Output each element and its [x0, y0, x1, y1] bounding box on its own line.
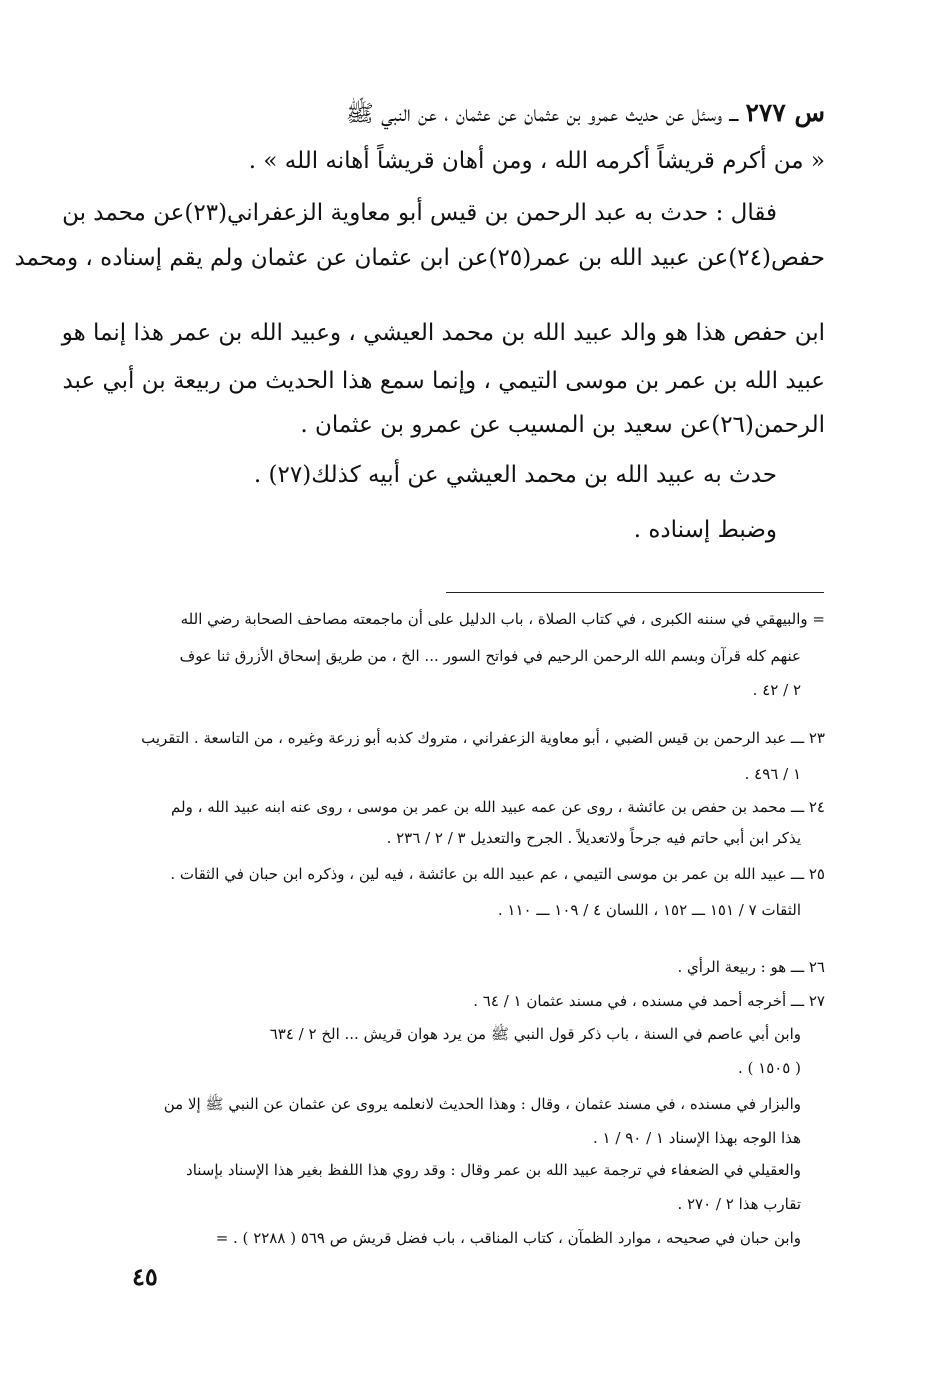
footnote-27-line-4: والبزار في مسنده ، في مسند عثمان ، وقال : وهذا الحديث لانعلمه يروى عن عثمان عن النبي ﷺ إلا من: [163, 1095, 801, 1113]
footnote-27-line-1: ٢٧ ـــ أخرجه أحمد في مسنده ، في مسند عثمان ١ / ٦٤ .: [473, 992, 825, 1010]
footnote-27-line-8: وابن حبان في صحيحه ، موارد الظمآن ، كتاب المناقب ، باب فضل قريش ص ٥٦٩ ( ٢٢٨٨ ) . =: [215, 1229, 801, 1247]
footnote-continued-line-1: = والبيهقي في سننه الكبرى ، في كتاب الصلاة ، باب الدليل على أن ماجمعته مصاحف الصحابة رضي الله: [180, 610, 825, 628]
footnote-26-line-1: ٢٦ ـــ هو : ربيعة الرأي .: [677, 958, 825, 976]
footnote-23-line-1: ٢٣ ـــ عبد الرحمن بن قيس الضبي ، أبو معاوية الزعفراني ، متروك كذبه أبو زرعة وغيره ، من التاسعة . التقريب: [141, 729, 825, 747]
footnote-24-line-1: ٢٤ ـــ محمد بن حفص بن عائشة ، روى عن عمه عبيد الله بن عمر بن موسى ، روى عنه ابنه عبيد الله ، ولم: [171, 798, 825, 816]
footnote-27-line-6: والعقيلي في الضعفاء في ترجمة عبيد الله بن عمر وقال : وقد روي هذا اللفظ بغير هذا الإسناد بإسناد: [186, 1161, 801, 1179]
footnote-23-line-2: ١ / ٤٩٦ .: [744, 765, 801, 783]
paragraph-line-1: ابن حفص هذا هو والد عبيد الله بن محمد العيشي ، وعبيد الله بن عمر هذا إنما هو: [61, 320, 825, 346]
question-line-1: [135, 98, 825, 129]
footnote-27-line-7: تقارب هذا ٢ / ٢٧٠ .: [677, 1195, 801, 1213]
footnote-continued-line-3: ٢ / ٤٢ .: [752, 681, 801, 699]
footnote-25-line-2: الثقات ٧ / ١٥١ ـــ ١٥٢ ، اللسان ٤ / ١٠٩ ـــ ١١٠ .: [497, 901, 801, 919]
footnote-25-line-1: ٢٥ ـــ عبيد الله بن عمر بن موسى التيمي ، عم عبيد الله بن عائشة ، فيه لين ، وذكره ابن حبان في الثقات .: [170, 865, 825, 883]
footnote-27-line-2: وابن أبي عاصم في السنة ، باب ذكر قول النبي ﷺ من يرد هوان قريش ... الخ ٢ / ٦٣٤: [269, 1025, 801, 1043]
answer-line-1: فقال : حدث به عبد الرحمن بن قيس أبو معاوية الزعفراني(٢٣)عن محمد بن: [62, 200, 777, 226]
question-line-2: « من أكرم قريشاً أكرمه الله ، ومن أهان قريشاً أهانه الله » .: [248, 148, 825, 174]
footnote-24-line-2: يذكر ابن أبي حاتم فيه جرحاً ولاتعديلاً . الجرح والتعديل ٣ / ٢ / ٢٣٦ .: [386, 829, 801, 847]
question-number: س ٢٧٧: [745, 98, 825, 127]
footnote-27-line-5: هذا الوجه بهذا الإسناد ١ / ٩٠ / ١ .: [592, 1129, 801, 1147]
closing-line: وضبط إسناده .: [633, 517, 777, 543]
paragraph-line-3: الرحمن(٢٦)عن سعيد بن المسيب عن عمرو بن عثمان .: [300, 412, 825, 438]
footnote-continued-line-2: عنهم كله قرآن وبسم الله الرحمن الرحيم في فواتح السور ... الخ ، من طريق إسحاق الأزرق ثنا عوف: [179, 647, 801, 665]
question-text: ـــ وسئل عن حديث عمرو بن عثمان عن عثمان ، عن النبي ﷺ: [345, 101, 746, 127]
paragraph-line-2: عبيد الله بن عمر بن موسى التيمي ، وإنما سمع هذا الحديث من ربيعة بن أبي عبد: [62, 368, 825, 394]
footnote-separator: [446, 592, 824, 593]
answer-line-2: حفص(٢٤)عن عبيد الله بن عمر(٢٥)عن ابن عثمان عن عثمان ولم يقم إسناده ، ومحمد: [14, 245, 825, 271]
footnote-27-line-3: ( ١٥٠٥ ) .: [737, 1059, 801, 1077]
narration-line: حدث به عبيد الله بن محمد العيشي عن أبيه كذلك(٢٧) .: [253, 462, 777, 488]
page-number: ٤٥: [132, 1262, 158, 1291]
